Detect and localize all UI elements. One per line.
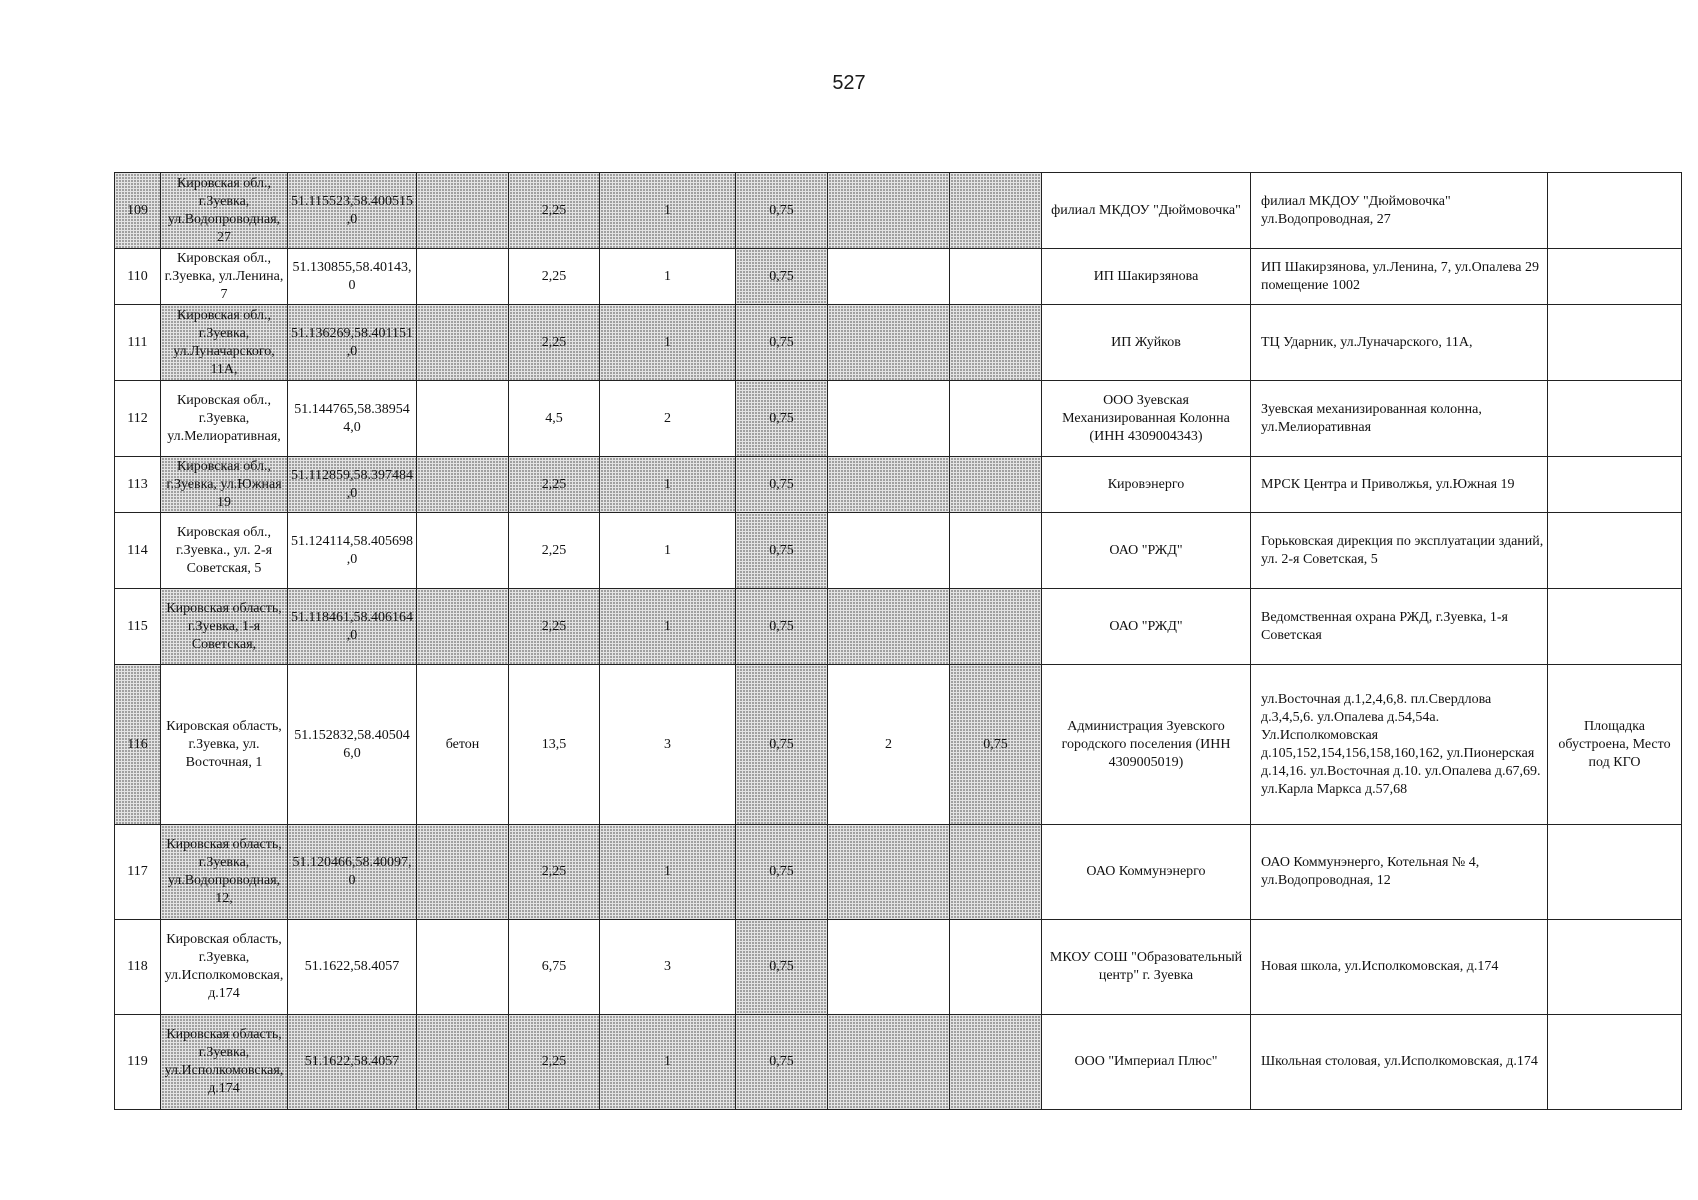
planned-container-count-cell [828,381,950,457]
row-number-cell: 118 [115,920,161,1015]
container-count-cell: 1 [600,1015,736,1110]
row-number-cell: 114 [115,513,161,589]
surface-type-cell [417,513,509,589]
waste-sources-cell: филиал МКДОУ "Дюймовочка" ул.Водопроводная, 27 [1251,173,1548,249]
note-cell: Площадка обустроена, Место под КГО [1548,665,1682,825]
table-row [115,589,1682,665]
area-cell: 6,75 [509,920,600,1015]
note-cell [1548,589,1682,665]
table-row [115,173,1682,249]
owner-cell: филиал МКДОУ "Дюймовочка" [1042,173,1251,249]
area-cell: 2,25 [509,513,600,589]
coordinates-cell: 51.112859,58.397484,0 [288,457,417,513]
note-cell [1548,920,1682,1015]
planned-container-count-cell [828,513,950,589]
address-cell: Кировская область, г.Зуевка, ул.Исполкомовская, д.174 [161,920,288,1015]
planned-container-count-cell [828,249,950,305]
surface-type-cell [417,249,509,305]
waste-sources-cell: МРСК Центра и Приволжья, ул.Южная 19 [1251,457,1548,513]
planned-container-count-cell: 2 [828,665,950,825]
container-volume-cell: 0,75 [736,1015,828,1110]
coordinates-cell: 51.118461,58.406164,0 [288,589,417,665]
owner-cell: ОАО "РЖД" [1042,589,1251,665]
container-volume-cell: 0,75 [736,249,828,305]
planned-container-volume-cell [950,457,1042,513]
container-count-cell: 3 [600,665,736,825]
container-volume-cell: 0,75 [736,173,828,249]
planned-container-volume-cell: 0,75 [950,665,1042,825]
container-volume-cell: 0,75 [736,305,828,381]
row-number-cell: 109 [115,173,161,249]
container-count-cell: 2 [600,381,736,457]
row-number-cell: 112 [115,381,161,457]
planned-container-volume-cell [950,513,1042,589]
coordinates-cell: 51.144765,58.389544,0 [288,381,417,457]
waste-sources-cell: Ведомственная охрана РЖД, г.Зуевка, 1-я Советская [1251,589,1548,665]
container-volume-cell: 0,75 [736,825,828,920]
container-count-cell: 1 [600,589,736,665]
owner-cell: Администрация Зуевского городского поселения (ИНН 4309005019) [1042,665,1251,825]
planned-container-count-cell [828,1015,950,1110]
area-cell: 2,25 [509,305,600,381]
waste-sources-cell: ТЦ Ударник, ул.Луначарского, 11А, [1251,305,1548,381]
address-cell: Кировская область, г.Зуевка, ул.Водопроводная, 12, [161,825,288,920]
waste-sources-cell: ул.Восточная д.1,2,4,6,8. пл.Свердлова д.3,4,5,6. ул.Опалева д.54,54а. Ул.Исполкомовская д.105,152,154,156,158,160,162, ул.Пионерская д.14,16. ул.Восточная д.10. ул.Опалева д.67,69. ул.Карла Маркса д.57,68 [1251,665,1548,825]
container-count-cell: 3 [600,920,736,1015]
table-row [115,249,1682,305]
container-volume-cell: 0,75 [736,589,828,665]
coordinates-cell: 51.130855,58.40143,0 [288,249,417,305]
area-cell: 13,5 [509,665,600,825]
surface-type-cell [417,920,509,1015]
container-volume-cell: 0,75 [736,381,828,457]
surface-type-cell [417,305,509,381]
note-cell [1548,249,1682,305]
address-cell: Кировская обл., г.Зуевка., ул. 2-я Советская, 5 [161,513,288,589]
table-row [115,920,1682,1015]
surface-type-cell [417,173,509,249]
owner-cell: ООО "Империал Плюс" [1042,1015,1251,1110]
surface-type-cell [417,381,509,457]
owner-cell: ОАО "РЖД" [1042,513,1251,589]
owner-cell: ИП Шакирзянова [1042,249,1251,305]
note-cell [1548,513,1682,589]
owner-cell: Кировэнерго [1042,457,1251,513]
address-cell: Кировская область, г.Зуевка, ул. Восточная, 1 [161,665,288,825]
waste-site-registry-table [114,172,1682,1110]
planned-container-volume-cell [950,381,1042,457]
note-cell [1548,457,1682,513]
planned-container-count-cell [828,589,950,665]
coordinates-cell: 51.136269,58.401151,0 [288,305,417,381]
container-volume-cell: 0,75 [736,920,828,1015]
container-volume-cell: 0,75 [736,665,828,825]
address-cell: Кировская обл., г.Зуевка, ул.Ленина, 7 [161,249,288,305]
container-count-cell: 1 [600,825,736,920]
note-cell [1548,825,1682,920]
coordinates-cell: 51.152832,58.405046,0 [288,665,417,825]
note-cell [1548,1015,1682,1110]
address-cell: Кировская обл., г.Зуевка, ул.Луначарского, 11А, [161,305,288,381]
container-count-cell: 1 [600,513,736,589]
container-count-cell: 1 [600,305,736,381]
area-cell: 2,25 [509,1015,600,1110]
note-cell [1548,173,1682,249]
planned-container-volume-cell [950,249,1042,305]
container-volume-cell: 0,75 [736,457,828,513]
waste-sources-cell: Горьковская дирекция по эксплуатации зданий, ул. 2-я Советская, 5 [1251,513,1548,589]
planned-container-volume-cell [950,920,1042,1015]
surface-type-cell [417,457,509,513]
planned-container-volume-cell [950,589,1042,665]
surface-type-cell: бетон [417,665,509,825]
row-number-cell: 115 [115,589,161,665]
table-body [115,173,1682,1110]
coordinates-cell: 51.124114,58.405698,0 [288,513,417,589]
table-row [115,305,1682,381]
row-number-cell: 113 [115,457,161,513]
address-cell: Кировская обл., г.Зуевка, ул.Мелиоративная, [161,381,288,457]
planned-container-volume-cell [950,1015,1042,1110]
planned-container-volume-cell [950,825,1042,920]
coordinates-cell: 51.115523,58.400515,0 [288,173,417,249]
container-count-cell: 1 [600,173,736,249]
address-cell: Кировская область, г.Зуевка, 1-я Советская, [161,589,288,665]
table-row [115,1015,1682,1110]
row-number-cell: 110 [115,249,161,305]
area-cell: 2,25 [509,173,600,249]
planned-container-volume-cell [950,173,1042,249]
waste-sources-cell: Новая школа, ул.Исполкомовская, д.174 [1251,920,1548,1015]
coordinates-cell: 51.1622,58.4057 [288,1015,417,1110]
planned-container-count-cell [828,920,950,1015]
owner-cell: ИП Жуйков [1042,305,1251,381]
note-cell [1548,305,1682,381]
row-number-cell: 116 [115,665,161,825]
table-row [115,381,1682,457]
waste-sources-cell: Зуевская механизированная колонна, ул.Мелиоративная [1251,381,1548,457]
surface-type-cell [417,589,509,665]
container-count-cell: 1 [600,457,736,513]
table-row [115,825,1682,920]
address-cell: Кировская область, г.Зуевка, ул.Исполкомовская, д.174 [161,1015,288,1110]
address-cell: Кировская обл., г.Зуевка, ул.Водопроводная, 27 [161,173,288,249]
area-cell: 2,25 [509,825,600,920]
area-cell: 2,25 [509,457,600,513]
planned-container-count-cell [828,305,950,381]
table-row [115,457,1682,513]
owner-cell: ООО Зуевская Механизированная Колонна (ИНН 4309004343) [1042,381,1251,457]
area-cell: 4,5 [509,381,600,457]
coordinates-cell: 51.120466,58.40097,0 [288,825,417,920]
table-row [115,665,1682,825]
planned-container-count-cell [828,457,950,513]
address-cell: Кировская обл., г.Зуевка, ул.Южная 19 [161,457,288,513]
waste-sources-cell: ОАО Коммунэнерго, Котельная № 4, ул.Водопроводная, 12 [1251,825,1548,920]
container-count-cell: 1 [600,249,736,305]
surface-type-cell [417,825,509,920]
row-number-cell: 119 [115,1015,161,1110]
planned-container-volume-cell [950,305,1042,381]
owner-cell: МКОУ СОШ "Образовательный центр" г. Зуевка [1042,920,1251,1015]
container-volume-cell: 0,75 [736,513,828,589]
area-cell: 2,25 [509,589,600,665]
owner-cell: ОАО Коммунэнерго [1042,825,1251,920]
note-cell [1548,381,1682,457]
table-row [115,513,1682,589]
waste-sources-cell: ИП Шакирзянова, ул.Ленина, 7, ул.Опалева 29 помещение 1002 [1251,249,1548,305]
coordinates-cell: 51.1622,58.4057 [288,920,417,1015]
page-number: 527 [832,72,866,94]
row-number-cell: 111 [115,305,161,381]
surface-type-cell [417,1015,509,1110]
planned-container-count-cell [828,825,950,920]
row-number-cell: 117 [115,825,161,920]
waste-sources-cell: Школьная столовая, ул.Исполкомовская, д.174 [1251,1015,1548,1110]
area-cell: 2,25 [509,249,600,305]
planned-container-count-cell [828,173,950,249]
